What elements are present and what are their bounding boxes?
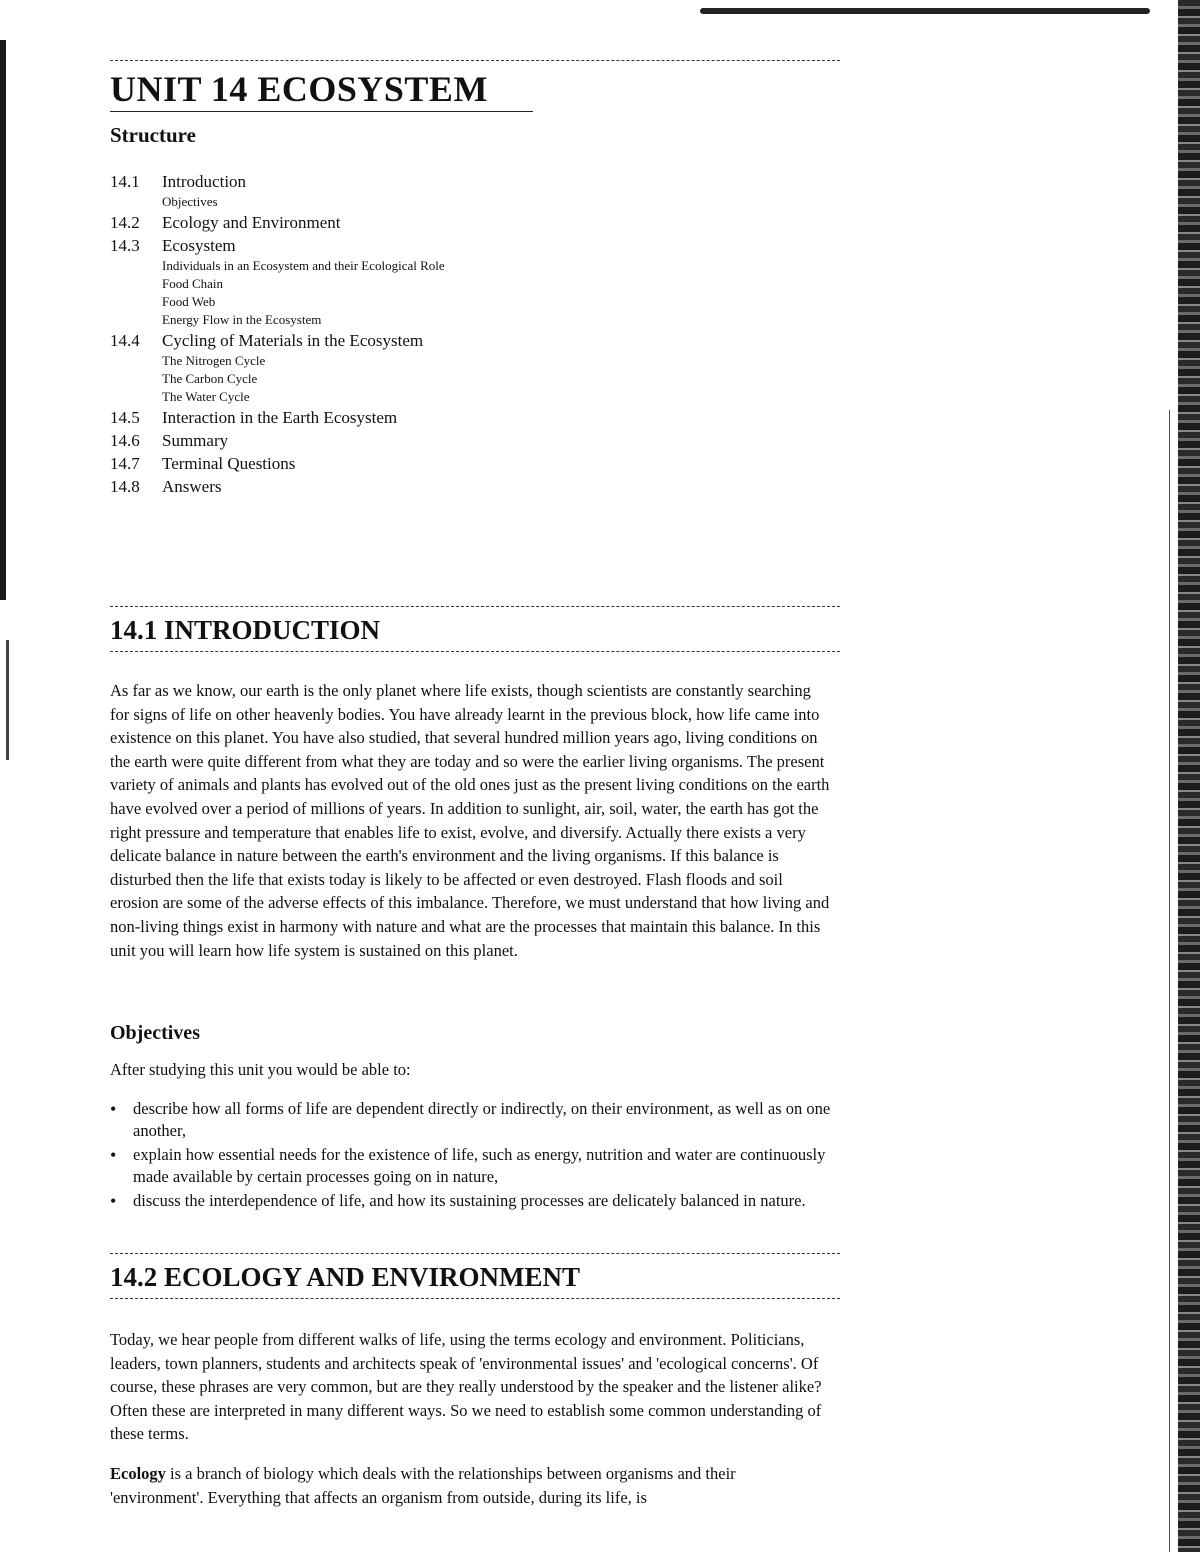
unit-title: UNIT 14 ECOSYSTEM	[110, 67, 533, 112]
toc-entry	[110, 170, 670, 193]
toc-subentry: Objectives	[162, 194, 218, 209]
list-item: • discuss the interdependence of life, and how its sustaining processes are delicately balanced in nature.	[110, 1190, 832, 1212]
toc-entry-title: Interaction in the Earth Ecosystem	[162, 408, 398, 427]
toc-entry-number: 14.7	[110, 454, 140, 473]
ecology-paragraph-1: Today, we hear people from different walks of life, using the terms ecology and environment. Politicians, leaders, town planners, students and architects speak of 'environmental issues' and 'ecological concerns'. Of course, these phrases are very common, but are they really understood by the speaker and the listener alike? Often these are interpreted in many different ways. So we need to establish some common understanding of these terms.	[110, 1330, 822, 1444]
objectives-list	[110, 1098, 832, 1214]
toc-entry-number: 14.2	[110, 213, 140, 232]
toc-entry	[110, 429, 670, 452]
list-item: • describe how all forms of life are dependent directly or indirectly, on their environment, as well as on one another,	[110, 1098, 832, 1142]
list-item: • explain how essential needs for the existence of life, such as energy, nutrition and water are continuously made available by certain processes going on in nature,	[110, 1144, 832, 1188]
objectives-lead: After studying this unit you would be able to:	[110, 1060, 411, 1079]
ecology-bottom-rule	[110, 1298, 840, 1299]
scan-edge-right	[1178, 0, 1200, 1552]
toc-entry-number: 14.8	[110, 477, 140, 496]
unit-header	[110, 60, 840, 112]
scan-top-bar	[700, 8, 1150, 14]
toc-entry	[110, 211, 670, 234]
ecology-paragraph-2	[110, 1462, 832, 1509]
intro-bottom-rule	[110, 651, 840, 652]
ecology-section-header	[110, 1253, 840, 1299]
toc-entry-title: Cycling of Materials in the Ecosystem	[162, 331, 424, 350]
scan-edge-right-line	[1169, 410, 1170, 1552]
table-of-contents	[110, 170, 670, 498]
scan-edge-left-mark	[6, 640, 9, 760]
toc-entry-number: 14.4	[110, 331, 140, 350]
ecology-top-rule	[110, 1253, 840, 1254]
toc-entry-title: Terminal Questions	[162, 454, 296, 473]
toc-subentry: Individuals in an Ecosystem and their Ecological Role	[162, 258, 445, 273]
ecology-paragraph-2-text: is a branch of biology which deals with the relationships between organisms and their 'environment'. Everything that affects an organism from outside, during its life, is	[110, 1464, 736, 1507]
toc-entry	[110, 406, 670, 429]
structure-label: Structure	[110, 123, 196, 147]
intro-paragraph: As far as we know, our earth is the only planet where life exists, though scientists are constantly searching for signs of life on other heavenly bodies. You have already learnt in the previous block, how life came into existence on this planet. You have also studied, that several hundred million years ago, living conditions on the earth were quite different from what they are today and so were the earlier living organisms. The present variety of animals and plants has evolved out of the old ones just as the present living conditions on the earth have evolved over a period of millions of years. In addition to sunlight, air, soil, water, the earth has got the right pressure and temperature that enables life to exist, evolve, and diversify. Actually there exists a very delicate balance in nature between the earth's environment and the living organisms. If this balance is disturbed then the life that exists today is likely to be affected or even destroyed. Flash floods and soil erosion are some of the adverse effects of this imbalance. Therefore, we must understand that how living and non-living things exist in harmony with nature and what are the processes that maintain this balance. In this unit you will learn how life system is sustained on this planet.	[110, 681, 830, 960]
intro-top-rule	[110, 606, 840, 607]
intro-section-header	[110, 606, 840, 652]
toc-entry-number: 14.5	[110, 408, 140, 427]
title-top-rule	[110, 60, 840, 61]
toc-subentry: Energy Flow in the Ecosystem	[162, 312, 322, 327]
toc-entry	[110, 475, 670, 498]
toc-subentry: The Water Cycle	[162, 389, 250, 404]
ecology-term: Ecology	[110, 1464, 166, 1483]
toc-subentry: The Nitrogen Cycle	[162, 353, 266, 368]
toc-entry-number: 14.3	[110, 236, 140, 255]
toc-subentry: Food Chain	[162, 276, 224, 291]
intro-heading: 14.1 INTRODUCTION	[110, 615, 381, 645]
toc-entry-title: Answers	[162, 477, 222, 496]
toc-entry-number: 14.6	[110, 431, 140, 450]
toc-subentry: The Carbon Cycle	[162, 371, 258, 386]
toc-entry	[110, 234, 670, 257]
scan-edge-left	[0, 40, 6, 600]
toc-entry-title: Ecosystem	[162, 236, 236, 255]
ecology-heading: 14.2 ECOLOGY AND ENVIRONMENT	[110, 1262, 581, 1292]
toc-entry-title: Summary	[162, 431, 229, 450]
toc-entry-number: 14.1	[110, 172, 140, 191]
toc-subentry: Food Web	[162, 294, 216, 309]
toc-entry-title: Introduction	[162, 172, 247, 191]
toc-entry	[110, 329, 670, 352]
objectives-label: Objectives	[110, 1022, 200, 1044]
toc-entry-title: Ecology and Environment	[162, 213, 341, 232]
toc-entry	[110, 452, 670, 475]
